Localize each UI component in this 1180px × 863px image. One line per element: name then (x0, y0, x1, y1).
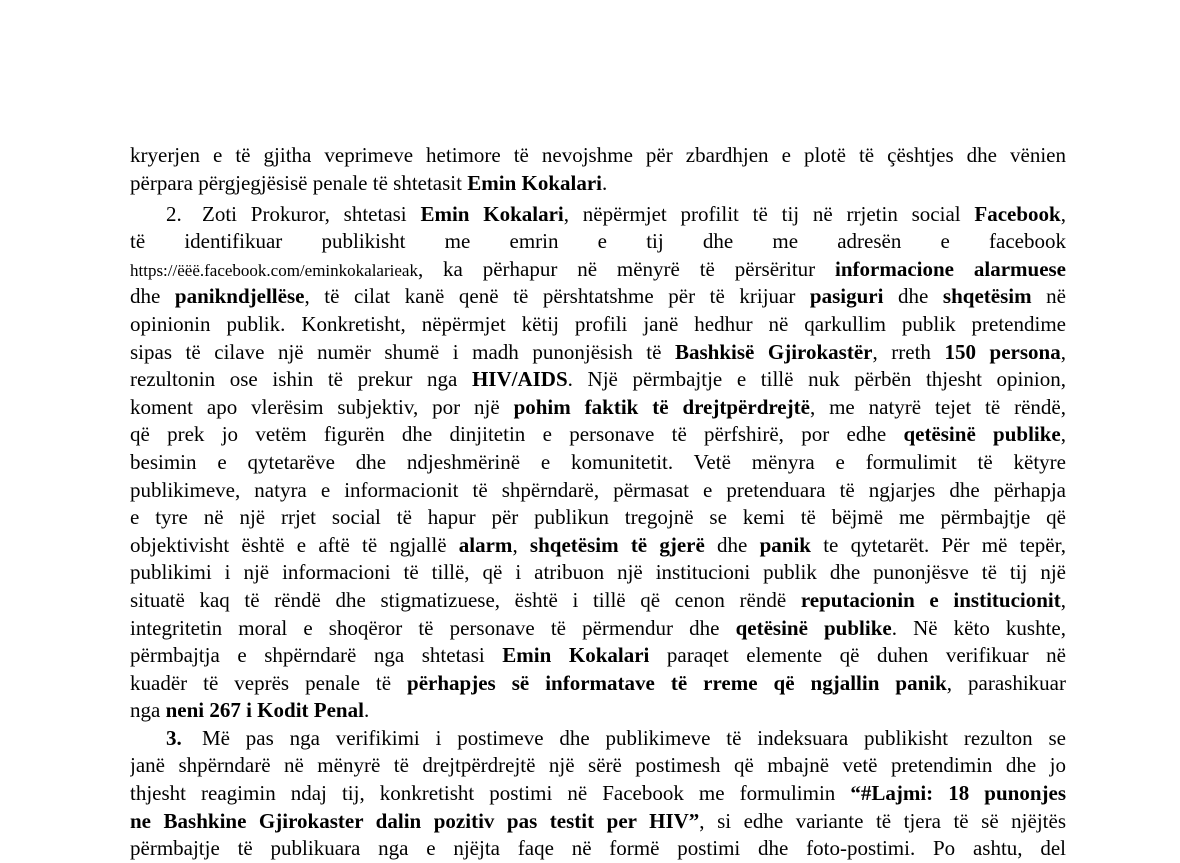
bold-text: informacione alarmuese (835, 256, 1066, 281)
text: . Një përmbajtje e tillë nuk përbën thjesht opinion, (567, 367, 1066, 392)
text: publikimeve, natyra e informacionit të shpërndarë, përmasat e pretenduara të ngjarjes dhe përhapja (130, 477, 1066, 502)
text: koment apo vlerësim subjektiv, por një (130, 394, 514, 419)
paragraph-2-line (130, 366, 1066, 394)
paragraph-2-line (130, 504, 1066, 532)
paragraph-2-line (130, 697, 1066, 725)
text: dhe (704, 532, 760, 557)
text: rezultonin ose ishin të prekur nga (130, 367, 472, 392)
text: janë shpërndarë në mënyrë të drejtpërdrejtë një sërë postimesh që mbajnë vetë pretendimin dhe jo (130, 753, 1066, 778)
person-name: Emin Kokalari (502, 643, 650, 668)
text: , si edhe variante të tjera të së njëjtës (699, 808, 1066, 833)
paragraph-number: 3. (166, 725, 182, 750)
text: . (363, 698, 370, 723)
paragraph-2-line (130, 615, 1066, 643)
paragraph-3-line (130, 835, 1066, 863)
text: opinionin publik. Konkretisht, nëpërmjet këtij profili janë hedhur në qarkullim publik pretendime (130, 311, 1066, 336)
person-name: Emin Kokalari (467, 170, 603, 195)
text: , parashikuar (946, 670, 1066, 695)
text: te qytetarët. Për më tepër, (810, 532, 1066, 557)
text: situatë kaq të rëndë dhe stigmatizuese, është i tillë që cenon rëndë (130, 587, 801, 612)
text: , me natyrë tejet të rëndë, (809, 394, 1066, 419)
bold-text: pohim faktik të drejtpërdrejtë (513, 394, 810, 419)
paragraph-2-line (130, 477, 1066, 505)
paragraph-3-line (130, 780, 1066, 808)
document-page (130, 142, 1066, 863)
text: Zoti Prokuror, shtetasi (202, 201, 421, 226)
paragraph-number: 2. (166, 201, 182, 226)
paragraph-2-line (130, 587, 1066, 615)
text: , (512, 532, 530, 557)
paragraph-2-line (130, 421, 1066, 449)
paragraph-2-line (130, 228, 1066, 256)
person-name: Emin Kokalari (420, 201, 564, 226)
bold-text: shqetësim të gjerë (529, 532, 705, 557)
text: nga (130, 698, 166, 723)
paragraph-2-line (130, 449, 1066, 477)
text: , (1060, 339, 1066, 364)
text: përmbajtje të publikuara nga e njëjta faqe në formë postimi dhe foto-postimi. Po ashtu, del (130, 836, 1066, 861)
text: besimin e qytetarëve dhe ndjeshmërinë e komunitetit. Vetë mënyra e formulimit të këtyre (130, 449, 1066, 474)
paragraph-2-line (130, 394, 1066, 422)
text: dhe (130, 284, 175, 309)
paragraph-2-line (130, 256, 1066, 284)
bold-text: qetësinë publike (903, 422, 1061, 447)
paragraph-3-line (130, 808, 1066, 836)
paragraph-2-line (130, 670, 1066, 698)
text: paraqet elemente që duhen verifikuar në (649, 643, 1066, 668)
text: . Në këto kushte, (891, 615, 1066, 640)
bold-text: HIV/AIDS (471, 367, 568, 392)
text: e tyre në një rrjet social të hapur për publikun tregojnë se kemi të bëjmë me përmbajtje që (130, 505, 1066, 530)
text: sipas të cilave një numër shumë i madh punonjësish të (130, 339, 675, 364)
bold-text: qetësinë publike (735, 615, 892, 640)
paragraph-3-line (130, 752, 1066, 780)
paragraph-2-line (130, 532, 1066, 560)
text: , nëpërmjet profilit të tij në rrjetin social (563, 201, 975, 226)
bold-text: Bashkisë Gjirokastër (674, 339, 873, 364)
quoted-post: “#Lajmi: 18 punonjes (850, 781, 1066, 806)
text: , (1060, 587, 1066, 612)
bold-text: reputacionin e institucionit (800, 587, 1061, 612)
bold-text: pasiguri (809, 284, 884, 309)
text: përpara përgjegjësisë penale të shtetasit (130, 170, 468, 195)
legal-reference: neni 267 i Kodit Penal (165, 698, 364, 723)
quoted-post: ne Bashkine Gjirokaster dalin pozitiv pas testit per HIV” (130, 808, 700, 833)
text: kuadër të veprës penale të (130, 670, 408, 695)
text: të identifikuar publikisht me emrin e tij dhe me adresën e facebook (130, 229, 1066, 254)
text: publikimi i një informacioni të tillë, që i atribuon një institucioni publik dhe punonjësve të tij një (130, 560, 1066, 585)
text: Më pas nga verifikimi i postimeve dhe publikimeve të indeksuara publikisht rezulton se (202, 725, 1066, 750)
text: , të cilat kanë qenë të përshtatshme për të krijuar (304, 284, 810, 309)
text: dhe (883, 284, 943, 309)
paragraph-2-line (130, 642, 1066, 670)
paragraph-3-line (130, 725, 1066, 753)
paragraph-1-line (130, 170, 1066, 201)
text: , (1060, 201, 1066, 226)
text: kryerjen e të gjitha veprimeve hetimore të nevojshme për zbardhjen e plotë të çështjes dhe vënien (130, 143, 1066, 167)
paragraph-2-line (130, 311, 1066, 339)
text: , ka përhapur në mënyrë të përsëritur (417, 256, 836, 281)
text: integritetin moral e shoqëror të personave të përmendur dhe (130, 615, 736, 640)
bold-text: shqetësim (942, 284, 1032, 309)
paragraph-2-line (130, 283, 1066, 311)
bold-text: alarm (458, 532, 513, 557)
facebook-url: https://ëëë.facebook.com/eminkokalarieak (130, 260, 418, 280)
paragraph-2-line (130, 559, 1066, 587)
bold-text: përhapjes së informatave të rreme që ngjallin panik (407, 670, 947, 695)
paragraph-2-line (130, 201, 1066, 229)
text: , (1060, 422, 1066, 447)
text: , rreth (872, 339, 945, 364)
text: në (1031, 284, 1066, 309)
bold-text: Facebook (974, 201, 1061, 226)
paragraph-1-line (130, 142, 1066, 170)
text: përmbajtja e shpërndarë nga shtetasi (130, 643, 503, 668)
text: thjesht reagimin ndaj tij, konkretisht postimi në Facebook me formulimin (130, 781, 851, 806)
bold-text: 150 persona (944, 339, 1061, 364)
paragraph-2-line (130, 339, 1066, 367)
text: që prek jo vetëm figurën dhe dinjitetin e personave të përfshirë, por edhe (130, 422, 904, 447)
text: objektivisht është e aftë të ngjallë (130, 532, 459, 557)
bold-text: panik (759, 532, 811, 557)
bold-text: panikndjellëse (174, 284, 305, 309)
text: . (602, 170, 608, 195)
